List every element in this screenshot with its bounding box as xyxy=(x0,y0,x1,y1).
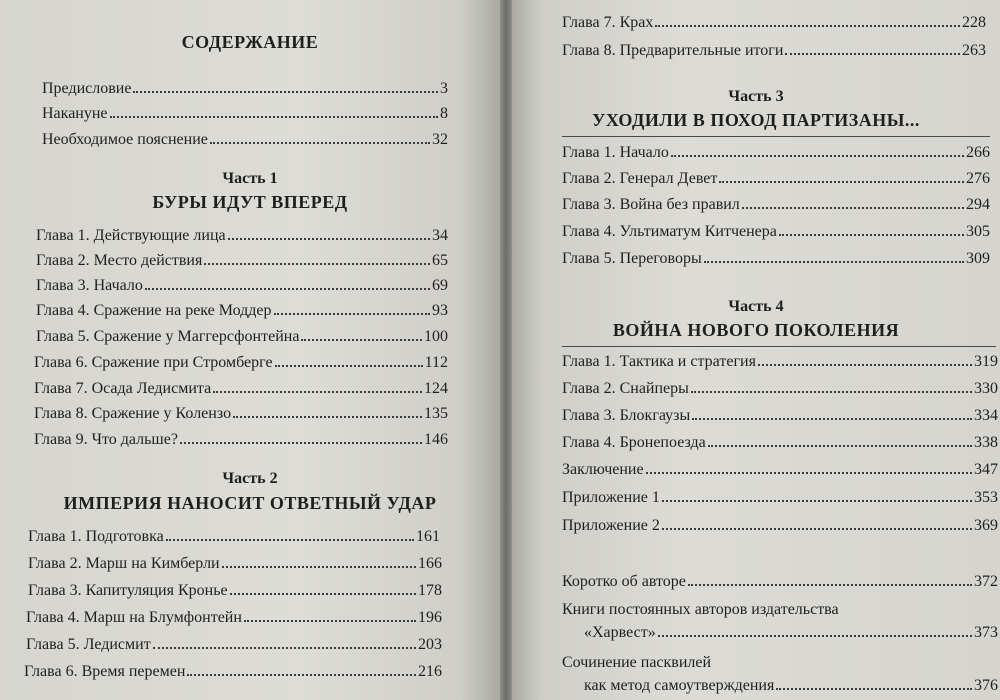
toc-entry-page: 124 xyxy=(424,380,448,397)
toc-entry-label: «Харвест» xyxy=(584,624,656,641)
toc-entry-page: 34 xyxy=(432,227,448,244)
toc-entry-page: 376 xyxy=(974,677,998,694)
toc-entry-label: Глава 3. Война без правил xyxy=(562,196,740,213)
dot-leader xyxy=(708,445,972,447)
dot-leader xyxy=(133,91,438,93)
toc-entry[interactable] xyxy=(562,223,990,241)
toc-entry[interactable] xyxy=(562,353,998,371)
toc-entry[interactable] xyxy=(36,277,448,295)
toc-entry-page: 353 xyxy=(974,489,998,506)
toc-entry-page: 263 xyxy=(962,42,986,59)
toc-title: СОДЕРЖАНИЕ xyxy=(181,32,319,52)
divider xyxy=(562,136,990,137)
toc-entry-label: Глава 2. Генерал Девет xyxy=(562,170,718,187)
dot-leader xyxy=(658,635,972,637)
toc-entry[interactable] xyxy=(562,380,998,398)
toc-entry[interactable] xyxy=(24,663,442,681)
toc-entry-label: Глава 1. Тактика и стратегия xyxy=(562,353,756,370)
dot-leader xyxy=(187,674,416,676)
toc-entry[interactable] xyxy=(562,489,998,507)
toc-entry-page: 330 xyxy=(974,380,998,397)
toc-entry-page: 65 xyxy=(432,252,448,269)
dot-leader xyxy=(758,364,972,366)
toc-entry[interactable] xyxy=(36,227,448,245)
toc-entry-label: Глава 1. Подготовка xyxy=(28,528,164,545)
toc-entry-page: 146 xyxy=(424,431,448,448)
dot-leader xyxy=(213,391,422,393)
toc-entry[interactable] xyxy=(584,677,998,695)
toc-entry-line1[interactable] xyxy=(562,654,998,672)
part-title: УХОДИЛИ В ПОХОД ПАРТИЗАНЫ... xyxy=(592,110,920,130)
toc-entry[interactable] xyxy=(42,80,448,98)
dot-leader xyxy=(662,528,972,530)
toc-entry-page: 135 xyxy=(424,405,448,422)
toc-entry[interactable] xyxy=(36,302,448,320)
dot-leader xyxy=(204,263,430,265)
dot-leader xyxy=(662,500,972,502)
toc-entry-page: 309 xyxy=(966,250,990,267)
toc-entry[interactable] xyxy=(562,170,990,188)
toc-entry-page: 178 xyxy=(418,582,442,599)
toc-entry[interactable] xyxy=(28,582,442,600)
toc-entry-label: Глава 6. Сражение при Стромберге xyxy=(34,354,273,371)
toc-entry-label: Глава 4. Сражение на реке Моддер xyxy=(36,302,272,319)
toc-entry[interactable] xyxy=(34,354,448,372)
part-title: БУРЫ ИДУТ ВПЕРЕД xyxy=(152,192,348,212)
toc-entry-page: 305 xyxy=(966,223,990,240)
toc-entry-label: Глава 4. Бронепоезда xyxy=(562,434,706,451)
dot-leader xyxy=(704,261,964,263)
dot-leader xyxy=(646,472,972,474)
dot-leader xyxy=(145,288,430,290)
toc-entry-line1[interactable] xyxy=(562,601,998,619)
toc-entry-label: Глава 5. Переговоры xyxy=(562,250,702,267)
toc-entry[interactable] xyxy=(36,252,448,270)
dot-leader xyxy=(275,365,423,367)
toc-entry[interactable] xyxy=(562,434,998,452)
toc-entry-label: Книги постоянных авторов издательства xyxy=(562,601,839,618)
toc-entry[interactable] xyxy=(34,405,448,423)
toc-entry-label: Необходимое пояснение xyxy=(42,131,208,148)
toc-entry-page: 32 xyxy=(432,131,448,148)
toc-entry[interactable] xyxy=(42,105,448,123)
dot-leader xyxy=(742,207,964,209)
toc-entry-page: 112 xyxy=(424,354,448,371)
toc-entry[interactable] xyxy=(562,461,998,479)
toc-entry-label: Глава 2. Марш на Кимберли xyxy=(28,555,220,572)
toc-entry-label: Глава 1. Действующие лица xyxy=(36,227,226,244)
dot-leader xyxy=(692,418,972,420)
toc-entry-page: 8 xyxy=(440,105,448,122)
dot-leader xyxy=(301,339,422,341)
toc-entry[interactable] xyxy=(36,328,448,346)
toc-entry-label: Заключение xyxy=(562,461,644,478)
toc-entry-page: 69 xyxy=(432,277,448,294)
toc-entry[interactable] xyxy=(562,196,990,214)
dot-leader xyxy=(153,647,416,649)
toc-entry[interactable] xyxy=(562,14,986,32)
part-number: Часть 3 xyxy=(728,88,784,105)
toc-entry[interactable] xyxy=(562,573,998,591)
toc-entry[interactable] xyxy=(562,144,990,162)
dot-leader xyxy=(688,584,972,586)
toc-entry[interactable] xyxy=(26,636,442,654)
toc-entry[interactable] xyxy=(562,517,998,535)
dot-leader xyxy=(110,116,438,118)
toc-entry-page: 334 xyxy=(974,407,998,424)
toc-entry-label: Глава 4. Марш на Блумфонтейн xyxy=(26,609,242,626)
toc-entry[interactable] xyxy=(28,555,442,573)
toc-entry-label: Приложение 2 xyxy=(562,517,660,534)
toc-entry-label: Глава 6. Время перемен xyxy=(24,663,186,680)
dot-leader xyxy=(180,442,422,444)
toc-entry-label: Предисловие xyxy=(42,80,132,97)
toc-entry-page: 294 xyxy=(966,196,990,213)
part-title: ВОЙНА НОВОГО ПОКОЛЕНИЯ xyxy=(612,320,900,340)
toc-entry-page: 161 xyxy=(416,528,440,545)
dot-leader xyxy=(655,25,960,27)
toc-entry-label: Накануне xyxy=(42,105,108,122)
toc-entry-page: 266 xyxy=(966,144,990,161)
toc-entry-label: Глава 2. Снайперы xyxy=(562,380,689,397)
toc-entry-page: 338 xyxy=(974,434,998,451)
part-number: Часть 1 xyxy=(222,170,278,187)
toc-entry[interactable] xyxy=(42,131,448,149)
toc-entry-page: 216 xyxy=(418,663,442,680)
toc-entry-label: Глава 1. Начало xyxy=(562,144,669,161)
part-number: Часть 4 xyxy=(728,298,784,315)
dot-leader xyxy=(230,593,416,595)
dot-leader xyxy=(779,234,964,236)
part-title: ИМПЕРИЯ НАНОСИТ ОТВЕТНЫЙ УДАР xyxy=(63,493,437,513)
toc-entry-page: 166 xyxy=(418,555,442,572)
toc-entry-page: 203 xyxy=(418,636,442,653)
part-number: Часть 2 xyxy=(222,470,278,487)
toc-entry[interactable] xyxy=(562,407,998,425)
toc-entry-page: 100 xyxy=(424,328,448,345)
dot-leader xyxy=(210,142,430,144)
toc-entry[interactable] xyxy=(34,380,448,398)
toc-entry-label: Глава 8. Предварительные итоги xyxy=(562,42,784,59)
toc-entry-page: 347 xyxy=(974,461,998,478)
toc-entry-label: Глава 7. Осада Ледисмита xyxy=(34,380,212,397)
toc-entry-page: 196 xyxy=(418,609,442,626)
dot-leader xyxy=(166,539,414,541)
toc-entry-label: Глава 5. Ледисмит xyxy=(26,636,151,653)
toc-entry-page: 228 xyxy=(962,14,986,31)
toc-entry[interactable] xyxy=(562,250,990,268)
dot-leader xyxy=(244,620,416,622)
toc-entry[interactable] xyxy=(562,42,986,60)
toc-entry-label: Глава 3. Капитуляция Кронье xyxy=(28,582,228,599)
toc-entry-page: 373 xyxy=(974,624,998,641)
toc-entry-label: Глава 3. Блокгаузы xyxy=(562,407,691,424)
toc-entry-label: как метод самоутверждения xyxy=(584,677,775,694)
dot-leader xyxy=(691,391,972,393)
toc-entry-page: 93 xyxy=(432,302,448,319)
dot-leader xyxy=(233,416,422,418)
toc-entry[interactable] xyxy=(34,431,448,449)
dot-leader xyxy=(785,53,960,55)
dot-leader xyxy=(274,313,430,315)
right-page xyxy=(512,0,1000,700)
toc-entry-label: Глава 9. Что дальше? xyxy=(34,431,178,448)
toc-entry-label: Глава 5. Сражение у Маггерсфонтейна xyxy=(36,328,300,345)
toc-entry-page: 3 xyxy=(440,80,448,97)
dot-leader xyxy=(671,155,964,157)
toc-entry-page: 319 xyxy=(974,353,998,370)
dot-leader xyxy=(719,181,964,183)
toc-entry-page: 276 xyxy=(966,170,990,187)
toc-entry-label: Глава 3. Начало xyxy=(36,277,143,294)
toc-entry-label: Приложение 1 xyxy=(562,489,660,506)
toc-entry[interactable] xyxy=(584,624,998,642)
toc-entry-label: Глава 4. Ультиматум Китченера xyxy=(562,223,777,240)
toc-entry[interactable] xyxy=(28,528,440,546)
toc-entry-label: Глава 2. Место действия xyxy=(36,252,203,269)
toc-entry-page: 372 xyxy=(974,573,998,590)
book-gutter xyxy=(500,0,512,700)
toc-entry-label: Глава 7. Крах xyxy=(562,14,654,31)
toc-entry-label: Сочинение пасквилей xyxy=(562,654,712,671)
toc-entry-label: Коротко об авторе xyxy=(562,573,686,590)
toc-entry-page: 369 xyxy=(974,517,998,534)
toc-entry-label: Глава 8. Сражение у Колензо xyxy=(34,405,232,422)
dot-leader xyxy=(222,566,416,568)
toc-entry[interactable] xyxy=(26,609,442,627)
dot-leader xyxy=(776,688,972,690)
divider xyxy=(562,346,996,347)
dot-leader xyxy=(228,238,430,240)
